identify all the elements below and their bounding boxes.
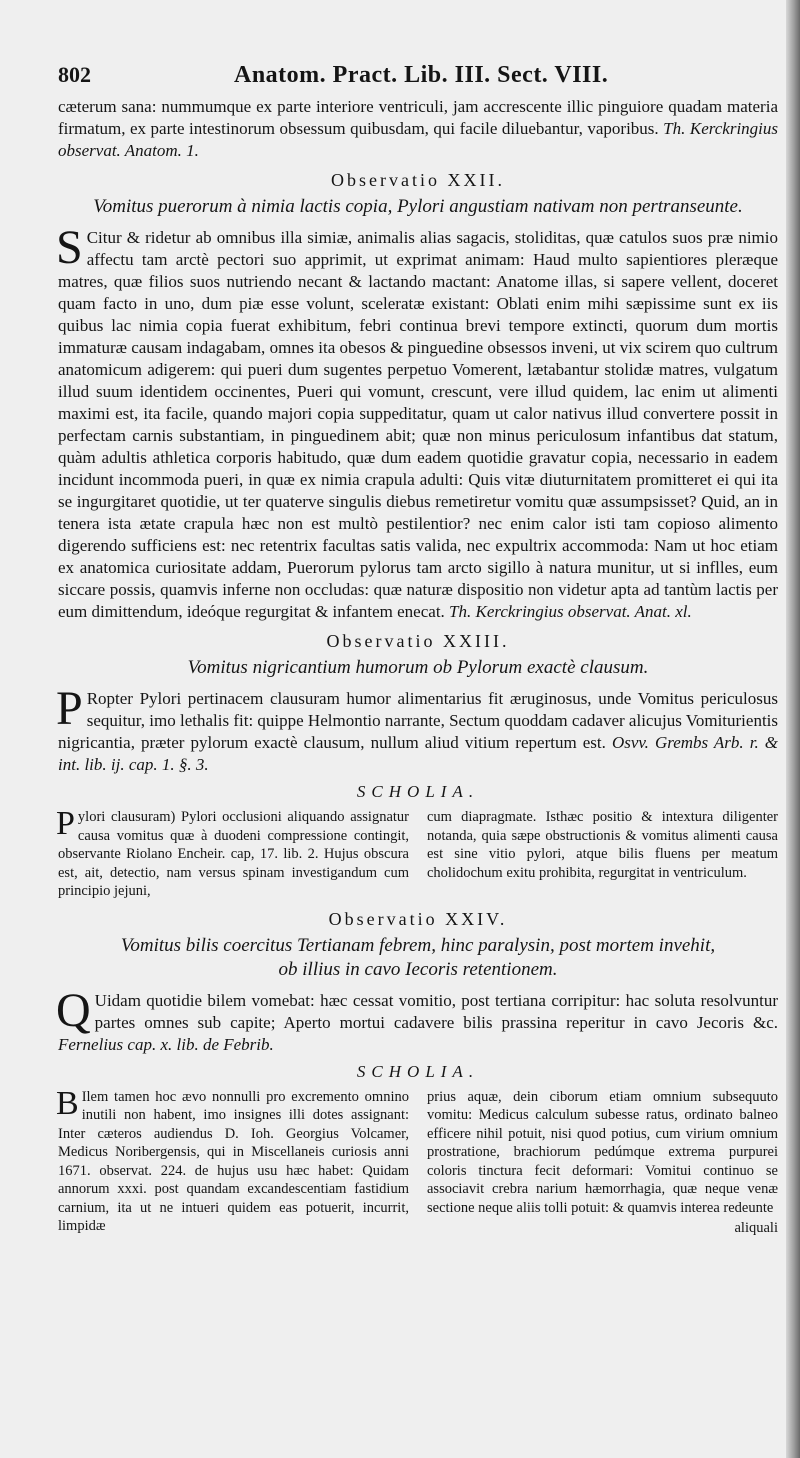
observation-24-reference: Fernelius cap. x. lib. de Febrib.: [58, 1034, 274, 1054]
page-number: 802: [58, 62, 91, 87]
observation-24-title: [58, 934, 778, 982]
intro-text: cæterum sana: nummumque ex parte interiore ventriculi, jam accrescente illic pinguiore quadam materia firmatum, ex parte intestinorum obsessum quibusdam, qui facile diluebantur, vaporibus.: [58, 97, 778, 138]
scholia-2-right-column: [427, 1088, 778, 1238]
observation-22-heading: Observatio XXII.: [331, 170, 505, 190]
dropcap-p: P: [56, 682, 83, 735]
scholia-heading-2: SCHOLIA.: [356, 1061, 480, 1081]
observation-22-text: [56, 221, 778, 623]
catchword: aliquali: [734, 1220, 778, 1236]
observation-24-heading: Observatio XXIV.: [328, 908, 508, 929]
scholia-2-right-text: prius aquæ, dein ciborum etiam omnium subsequuto vomitu: Medicus calculum subesse ratus, ordinato balneo efficere nihil potuit, nisi quod potius, cum virium omnium prostratione, brachiorum pedúmque extrema purpurei coloris tinctura fecit deformari: Vomitui continuo se associavit crebra narium hæmorrhagia, quæ neque venæ sectione neque aliis tolli potuit: & quamvis interea redeunte: [427, 1088, 778, 1216]
scholia-heading-1: SCHOLIA.: [356, 782, 480, 801]
observation-23-heading: Observatio XXIII.: [326, 631, 510, 651]
observation-23-text: [56, 682, 779, 776]
observation-22-body: Citur & ridetur ab omnibus illa simiæ, animalis alias sagacis, stoliditas, quæ catulos suos præ nimio affectu tam arctè pectori suo apprimit, ut exprimat animam: Haud multo sapientiores pleræque matres, quæ filios suos nutriendo necant & lactando mactant: Anatome illas, si sapere vellent, doceret quam facto in uno, dum piæ esse volunt, sceleratæ existant: Oblati enim mihi sæpissime sunt ex iis quibus lac nimia copia fuerat exhibitum, febri continua brevi tempore extincti, quorum dum mortis immaturæ causam indagabam, omnes ita obesos & pinguedine obsessos inveni, ut vix scirem quo cultrum anatomicum adigerem: qui pueri dum sugentes perpetuo Vomerent, lætabantur stolidæ matres, vulgatum illud suum identidem occinentes, Pueri qui vomunt, crescunt, vere illud quidem, lac enim ut alimenti maximi est, ita facile, quando majori copia suppeditatur, quam ut calor nativus illud convertere possit in perfectam carnis substantiam, in pinguedinem abit; quæ non minus periculosum infantibus dat statum, quàm adultis athletica corporis habitudo, quæ dum eadem quotidie gravatur copia, necessario in eadem incidunt incommoda pueri, in quæ ex nimia crapula adulti: Quis vitæ diuturnitatem promitteret ei qui ita se ingurgitaret quotidie, ut ter quaterve singulis diebus remetiretur vomitu quæ assumpsisset? Quid, an in tenera ista ætate crapula hæc non est multò pestilentior? nec enim calor isti tam copioso alimento digerendo sufficiens est: nec retentrix facultas satis valida, nec expultrix accommoda: Nam ut hoc etiam ex anatomica curiositate addam, Puerorum pylorus tam arcto sigillo à natura munitur, ut si inflles, eum siccare possis, quamvis inferne non occludas: quæ naturæ dispositio non videtur apta ad tantùm lactis per eum dimittendum, ideóque regurgitat & infantem enecat.: [58, 228, 778, 621]
observation-24-title-line-1: Vomitus bilis coercitus Tertianam febrem, hinc paralysin, post mortem invehit,: [120, 934, 716, 956]
scholia-2-dropcap: B: [56, 1084, 79, 1122]
scholia-2-left-column: [56, 1084, 409, 1238]
intro-reference: Th. Kerckringius observat. Anatom. 1.: [58, 119, 779, 160]
scholia-1-right-column: [427, 808, 778, 901]
observation-24-body: Uidam quotidie bilem vomebat: hæc cessat vomitio, post tertiana corripitur: hac soluta resolvuntur partes omnes sub capite; Aperto mortui cadavere bilis prassina reperitur in cavo Jecoris &c.: [94, 990, 778, 1032]
dropcap-q: Q: [56, 983, 91, 1037]
scholia-2-left-text: Ilem tamen hoc ævo nonnulli pro excremento omnino inutili non habent, imo insignes illi dotes assignant: Inter cæteros audiendus D. Ioh. Georgius Volcamer, Medicus Noribergensis, qui in Miscellaneis curiosis anni 1671. observat. 224. de hujus usu hæc habet: Quidam annorum xxxi. post quandam excandescentiam fastidium carnium, ita ut ne intueri quidem eas potuerit, incurrit, limpidæ: [58, 1088, 409, 1234]
scholia-1-left-column: [56, 805, 409, 901]
intro-paragraph: [58, 96, 778, 162]
scholia-columns-2: [56, 1084, 778, 1238]
scholia-columns-1: [56, 805, 778, 901]
observation-23-title: Vomitus nigricantium humorum ob Pylorum exactè clausum.: [187, 657, 649, 678]
dropcap-s: S: [56, 221, 83, 274]
observation-23-reference: Osvv. Grembs Arb. r. & int. lib. ij. cap. 1. §. 3.: [58, 733, 778, 774]
binding-gutter-shadow: [786, 0, 800, 1458]
observation-22-reference: Th. Kerckringius observat. Anat. xl.: [449, 602, 692, 621]
scholia-1-left-text: ylori clausuram) Pylori occlusioni aliquando assignatur causa vomitus quæ à duodeni compressione contingit, observante Riolano Encheir. cap, 17. lib. 2. Hujus obscura est, ait, detectio, nam versus spinam investigandum cum principio jejuni,: [58, 809, 409, 899]
running-title: Anatom. Pract. Lib. III. Sect. VIII.: [234, 62, 609, 88]
observation-24-title-line-2: ob illius in cavo Iecoris retentionem.: [278, 958, 558, 980]
observation-24-text: [56, 983, 778, 1056]
observation-22-title: Vomitus puerorum à nimia lactis copia, Pylori angustiam nativam non pertranseunte.: [93, 196, 743, 217]
scholia-1-right-text: cum diapragmate. Isthæc positio & intextura diligenter notanda, quia sæpe obstructionis & vomitus alimenti causa est sine vitio pylori, atque bilis fluens per meatum cholidochum exitu prohibita, regurgitat in ventriculum.: [427, 809, 778, 881]
page-header: [58, 62, 778, 96]
scholia-1-dropcap: P: [56, 805, 75, 842]
observation-23-body: Ropter Pylori pertinacem clausuram humor alimentarius fit æruginosus, unde Vomitus periculosus sequitur, imo lethalis fit: quippe Helmontio narrante, Sectum quoddam cadaver alicujus Vomiturientis nigricantia, præter pylorum exactè clausum, nullum aliud vitium repertum est.: [58, 689, 779, 752]
